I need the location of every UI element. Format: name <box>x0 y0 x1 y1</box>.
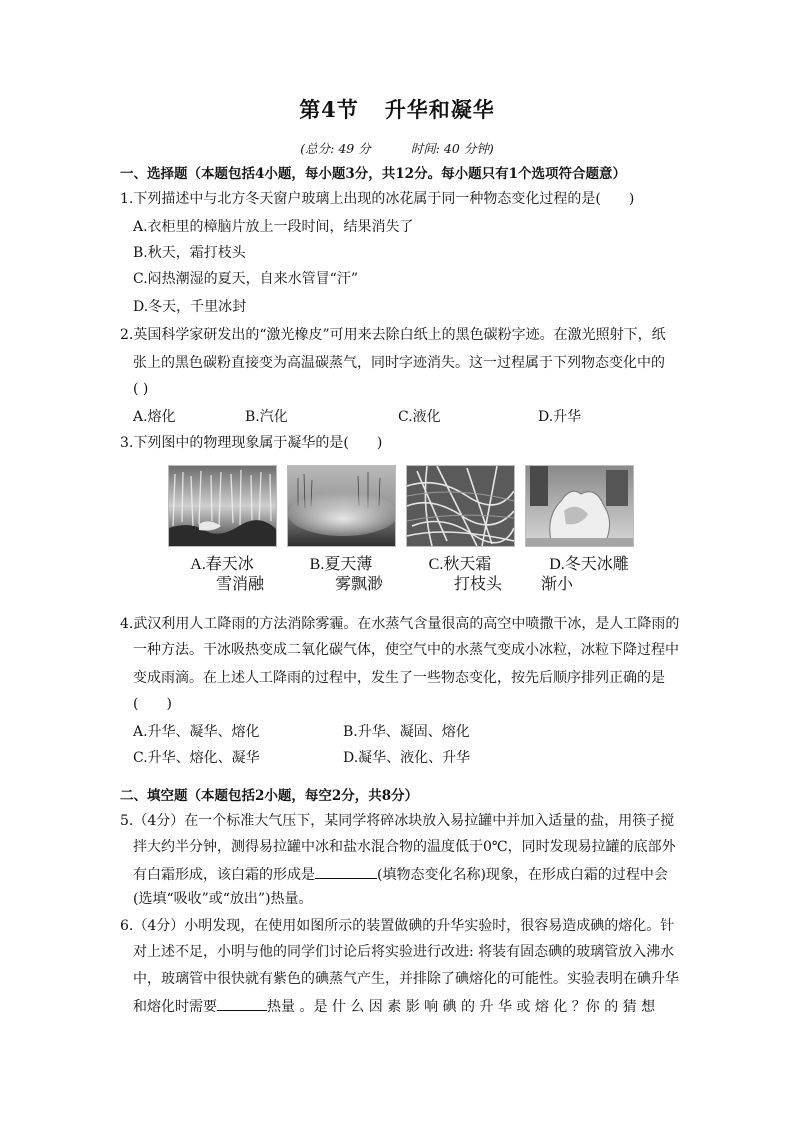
answer-blank-1[interactable] <box>315 864 377 879</box>
question-6-line-4: 和熔化时需要 热量 。是 什 么 因 素 影 响 碘 的 升 华 或 熔 化 ？你 的 猜 想 <box>133 996 655 1016</box>
question-4-option-c: C.升华、熔化、凝华 <box>133 750 260 766</box>
caption-c: C.秋天霜 打枝头 <box>428 556 502 593</box>
section-heading-fill: 二、填空题（本题包括2小题，每空2分，共8分） <box>120 788 419 804</box>
question-4-option-b: B.升华、凝固、熔化 <box>343 724 470 740</box>
question-1-option-c: C.闷热潮湿的夏天，自来水管冒“汗” <box>133 271 358 287</box>
section-heading-choice: 一、选择题（本题包括4小题，每小题3分，共12分。每小题只有1个选项符合题意） <box>120 166 626 182</box>
question-6-line-1: 6.（4分）小明发现，在使用如图所示的装置做碘的升华实验时，很容易造成碘的熔化。针 <box>120 918 675 934</box>
question-2-line-2: 张上的黑色碳粉直接变为高温碳蒸气，同时字迹消失。这一过程属于下列物态变化中的 <box>133 355 665 371</box>
question-2-option-d: D.升华 <box>538 409 582 425</box>
page-title <box>0 94 794 124</box>
ice-sculpture-image <box>525 465 634 547</box>
question-2-line-1: 2.英国科学家研发出的“激光橡皮”可用来去除白纸上的黑色碳粉字迹。在激光照射下，纸 <box>120 327 666 343</box>
caption-a: A.春天冰 雪消融 <box>190 556 264 593</box>
question-2-option-a: A.熔化 <box>133 409 176 425</box>
question-4-option-a: A.升华、凝华、熔化 <box>133 724 260 740</box>
question-4-line-3: 变成雨滴。在上述人工降雨的过程中，发生了一些物态变化，按先后顺序排列正确的是 <box>133 670 665 686</box>
section-topic: 升华和凝华 <box>384 97 495 122</box>
question-2-option-b: B.汽化 <box>245 409 288 425</box>
question-2-line-3: ( ) <box>133 381 149 397</box>
question-5-line-1: 5.（4分）在一个标准大气压下，某同学将碎冰块放入易拉罐中并加入适量的盐，用筷子搅 <box>120 813 675 829</box>
time-limit: 时间: 40 分钟) <box>410 141 494 156</box>
question-4-line-4: ( ) <box>133 696 172 712</box>
section-number: 第4节 <box>299 97 359 122</box>
question-6-line-3: 中，玻璃管中很快就有紫色的碘蒸气产生，并排除了碘熔化的可能性。实验表明在碘升华 <box>133 971 679 987</box>
question-3-stem: 3.下列图中的物理现象属于凝华的是( ) <box>120 435 383 451</box>
exam-meta <box>0 139 794 157</box>
summer-fog-image <box>287 465 396 547</box>
question-1-option-d: D.冬天，千里冰封 <box>133 299 247 315</box>
answer-blank-3[interactable] <box>217 996 267 1011</box>
total-score: (总分: 49 分 <box>300 141 371 156</box>
question-5-line-3: 有白霜形成，该白霜的形成是 (填物态变化名称)现象，在形成白霜的过程中会 <box>133 864 668 884</box>
question-1-stem: 1.下列描述中与北方冬天窗户玻璃上出现的冰花属于同一种物态变化过程的是( ) <box>120 191 635 207</box>
question-4-option-d: D.凝华、液化、升华 <box>343 750 471 766</box>
caption-d: D.冬天冰雕 渐小 <box>541 556 629 593</box>
question-6-line-2: 对上述不足，小明与他的同学们讨论后将实验进行改进: 将装有固态碘的玻璃管放入沸水 <box>133 944 675 960</box>
question-1-option-a: A.衣柜里的樟脑片放上一段时间，结果消失了 <box>133 219 414 235</box>
autumn-frost-image <box>406 465 515 547</box>
question-5-line-4: (选填“吸收”或“放出”)热量。 <box>133 891 313 907</box>
question-2-option-c: C.液化 <box>398 409 441 425</box>
question-5-line-2: 拌大约半分钟，测得易拉罐中冰和盐水混合物的温度低于0℃，同时发现易拉罐的底部外 <box>133 839 676 855</box>
ice-snow-melting-image <box>168 465 277 547</box>
question-1-option-b: B.秋天，霜打枝头 <box>133 245 246 261</box>
question-4-line-2: 一种方法。干冰吸热变成二氧化碳气体，使空气中的水蒸气变成小冰粒，冰粒下降过程中 <box>133 642 679 658</box>
caption-b: B.夏天薄 雾飘渺 <box>309 556 383 593</box>
question-4-line-1: 4.武汉利用人工降雨的方法消除雾霾。在水蒸气含量很高的高空中喷撒干冰，是人工降雨的 <box>120 616 680 632</box>
